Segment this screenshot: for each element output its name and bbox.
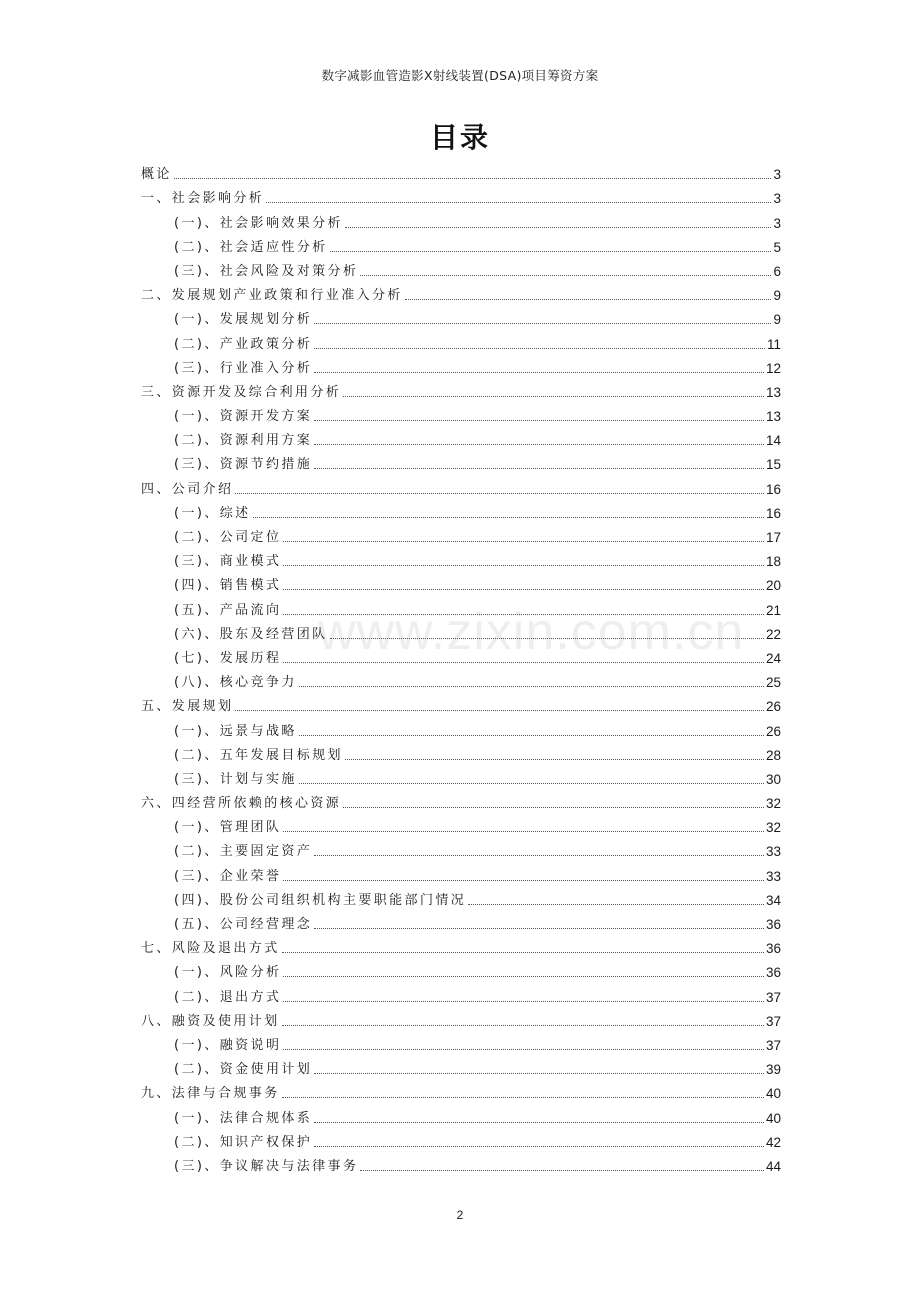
toc-entry-page: 37 [765,989,781,1005]
toc-entry-label: (二)、主要固定资产 [174,844,313,860]
toc-entry-label: (二)、资源利用方案 [174,433,313,449]
toc-entry-label: (二)、社会适应性分析 [174,239,328,255]
toc-entry-label: 四、公司介绍 [141,481,234,497]
toc-entry[interactable] [141,401,781,425]
toc-entry-page: 26 [765,723,781,739]
toc-entry-label: (二)、五年发展目标规划 [174,747,343,763]
toc-entry-label: 八、融资及使用计划 [141,1013,280,1029]
toc-entry[interactable] [141,594,781,618]
dot-leader [282,1096,764,1098]
toc-entry-label: (三)、资源节约措施 [174,457,313,473]
toc-entry[interactable] [141,740,781,764]
toc-entry-label: (三)、争议解决与法律事务 [174,1158,359,1174]
dot-leader [299,734,764,736]
dot-leader [283,588,764,590]
dot-leader [345,226,772,228]
toc-entry[interactable] [141,1127,781,1151]
toc-entry-label: 概论 [141,167,172,183]
toc-entry-page: 21 [765,602,781,618]
toc-entry-label: (四)、销售模式 [174,578,282,594]
toc-entry-page: 40 [765,1110,781,1126]
toc-entry[interactable] [141,619,781,643]
toc-entry-label: (一)、社会影响效果分析 [174,215,343,231]
toc-entry[interactable] [141,207,781,231]
toc-entry-page: 37 [765,1037,781,1053]
toc-entry[interactable] [141,498,781,522]
toc-entry-page: 12 [765,360,781,376]
toc-entry[interactable] [141,304,781,328]
toc-entry-page: 3 [773,191,781,207]
toc-entry-label: (七)、发展历程 [174,650,282,666]
toc-entry[interactable] [141,909,781,933]
dot-leader [345,758,764,760]
toc-entry-page: 15 [765,457,781,473]
toc-entry-page: 3 [773,215,781,231]
dot-leader [253,516,764,518]
toc-entry[interactable] [141,1078,781,1102]
toc-entry-label: (一)、融资说明 [174,1037,282,1053]
toc-entry-page: 3 [773,167,781,183]
toc-entry-label: 三、资源开发及综合利用分析 [141,384,342,400]
dot-leader [174,177,772,179]
dot-leader [405,298,772,300]
toc-entry[interactable] [141,860,781,884]
toc-entry-label: (三)、商业模式 [174,554,282,570]
toc-entry[interactable] [141,256,781,280]
dot-leader [283,661,764,663]
dot-leader [266,201,771,203]
toc-entry-page: 39 [765,1062,781,1078]
dot-leader [314,419,764,421]
dot-leader [282,1024,764,1026]
dot-leader [343,806,764,808]
page-number: 2 [456,1208,464,1222]
toc-entry-label: (一)、风险分析 [174,965,282,981]
toc-entry-label: 七、风险及退出方式 [141,941,280,957]
toc-entry[interactable] [141,933,781,957]
toc-entry-label: (二)、资金使用计划 [174,1062,313,1078]
toc-entry[interactable] [141,764,781,788]
toc-entry[interactable] [141,691,781,715]
toc-entry-page: 11 [766,336,781,352]
document-header: 数字减影血管造影X射线装置(DSA)项目筹资方案 [321,68,599,83]
toc-entry-label: (一)、远景与战略 [174,723,297,739]
toc-entry[interactable] [141,449,781,473]
toc-entry-label: (一)、发展规划分析 [174,312,313,328]
toc-entry-label: 五、发展规划 [141,699,234,715]
dot-leader [283,564,764,566]
toc-entry-page: 14 [765,433,781,449]
toc-entry-page: 32 [765,796,781,812]
toc-entry-label: (二)、公司定位 [174,530,282,545]
toc-entry[interactable] [141,1030,781,1054]
toc-entry[interactable] [141,1054,781,1078]
toc-entry-label: (四)、股份公司组织机构主要职能部门情况 [174,892,467,908]
toc-entry[interactable] [141,232,781,256]
toc-entry-page: 42 [765,1134,781,1150]
toc-entry-label: 一、社会影响分析 [141,191,265,207]
toc-entry-page: 24 [765,650,781,666]
dot-leader [314,1072,764,1074]
toc-entry-page: 28 [765,747,781,763]
toc-entry-page: 32 [765,820,781,836]
toc-entry-page: 25 [765,675,781,691]
toc-entry[interactable] [141,546,781,570]
toc-entry-page: 6 [773,263,781,279]
toc-entry-page: 36 [765,941,781,957]
toc-entry-label: 二、发展规划产业政策和行业准入分析 [141,288,403,304]
toc-entry[interactable] [141,1151,781,1175]
toc-entry-page: 13 [765,409,781,425]
toc-entry-page: 33 [765,868,781,884]
toc-entry-label: 九、法律与合规事务 [141,1086,280,1102]
toc-entry-label: (五)、公司经营理念 [174,917,313,932]
toc-entry-page: 9 [773,312,781,328]
toc-entry[interactable] [141,183,781,207]
dot-leader [283,975,764,977]
toc-entry-label: (一)、法律合规体系 [174,1110,313,1126]
toc-entry-label: (五)、产品流向 [174,602,282,618]
toc-entry-page: 44 [765,1158,781,1174]
dot-leader [283,1048,764,1050]
toc-entry[interactable] [141,425,781,449]
dot-leader [314,854,764,856]
toc-entry-label: 六、四经营所依赖的核心资源 [141,796,342,812]
dot-leader [299,782,764,784]
toc-entry[interactable] [141,522,781,546]
toc-entry-label: (三)、行业准入分析 [174,360,313,376]
toc-entry[interactable] [141,159,781,183]
toc-entry-page: 22 [765,626,781,642]
toc-entry-page: 30 [765,771,781,787]
toc-entry[interactable] [141,667,781,691]
toc-entry-page: 13 [765,384,781,400]
dot-leader [283,540,764,542]
toc-entry-label: (二)、产业政策分析 [174,336,313,352]
toc-entry[interactable] [141,885,781,909]
toc-entry[interactable] [141,812,781,836]
dot-leader [360,1169,764,1171]
dot-leader [314,371,764,373]
toc-entry[interactable] [141,377,781,401]
toc-entry[interactable] [141,1006,781,1030]
toc-entry-label: (六)、股东及经营团队 [174,626,328,642]
toc-entry[interactable] [141,328,781,352]
toc-entry[interactable] [141,353,781,377]
dot-leader [343,395,764,397]
dot-leader [283,613,764,615]
toc-entry[interactable] [141,280,781,304]
toc-entry-page: 33 [765,844,781,860]
toc-entry-label: (一)、管理团队 [174,820,282,836]
dot-leader [330,250,772,252]
dot-leader [314,347,765,349]
toc-entry-label: (一)、综述 [174,505,251,521]
toc-entry-page: 5 [773,239,781,255]
toc-entry-label: (八)、核心竞争力 [174,675,297,691]
toc-entry-label: (三)、企业荣誉 [174,868,282,884]
toc-entry-page: 18 [765,554,781,570]
dot-leader [235,492,764,494]
dot-leader [468,903,764,905]
dot-leader [314,467,764,469]
toc-entry-page: 17 [765,530,781,545]
toc-entry-page: 36 [765,965,781,981]
dot-leader [283,879,764,881]
dot-leader [283,830,764,832]
toc-entry[interactable] [141,473,781,497]
toc-title: 目录 [429,121,490,154]
toc-entry-page: 40 [765,1086,781,1102]
toc-entry-page: 16 [765,481,781,497]
dot-leader [283,1000,764,1002]
toc-entry[interactable] [141,981,781,1005]
dot-leader [360,274,771,276]
toc-entry[interactable] [141,1102,781,1126]
dot-leader [282,951,764,953]
dot-leader [314,927,764,929]
toc-entry-label: (一)、资源开发方案 [174,409,313,425]
dot-leader [330,637,764,639]
toc-entry[interactable] [141,715,781,739]
toc-entry[interactable] [141,836,781,860]
dot-leader [235,709,764,711]
watermark: www.zixin.com.cn [318,603,745,661]
dot-leader [314,322,771,324]
toc-entry-label: (三)、计划与实施 [174,771,297,787]
toc-entry-label: (三)、社会风险及对策分析 [174,263,359,279]
toc-entry-label: (二)、退出方式 [174,989,282,1005]
toc-entry[interactable] [141,788,781,812]
toc-entry-page: 34 [765,892,781,908]
dot-leader [314,1121,764,1123]
toc-entry-page: 37 [765,1013,781,1029]
toc-entry-page: 16 [765,505,781,521]
table-of-contents [141,159,781,1175]
dot-leader [314,1145,764,1147]
dot-leader [314,443,764,445]
toc-entry-page: 36 [765,917,781,932]
dot-leader [299,685,764,687]
toc-entry[interactable] [141,957,781,981]
toc-entry-page: 20 [765,578,781,594]
toc-entry[interactable] [141,570,781,594]
toc-entry-label: (二)、知识产权保护 [174,1134,313,1150]
toc-entry-page: 26 [765,699,781,715]
toc-entry[interactable] [141,643,781,667]
toc-entry-page: 9 [773,288,781,304]
